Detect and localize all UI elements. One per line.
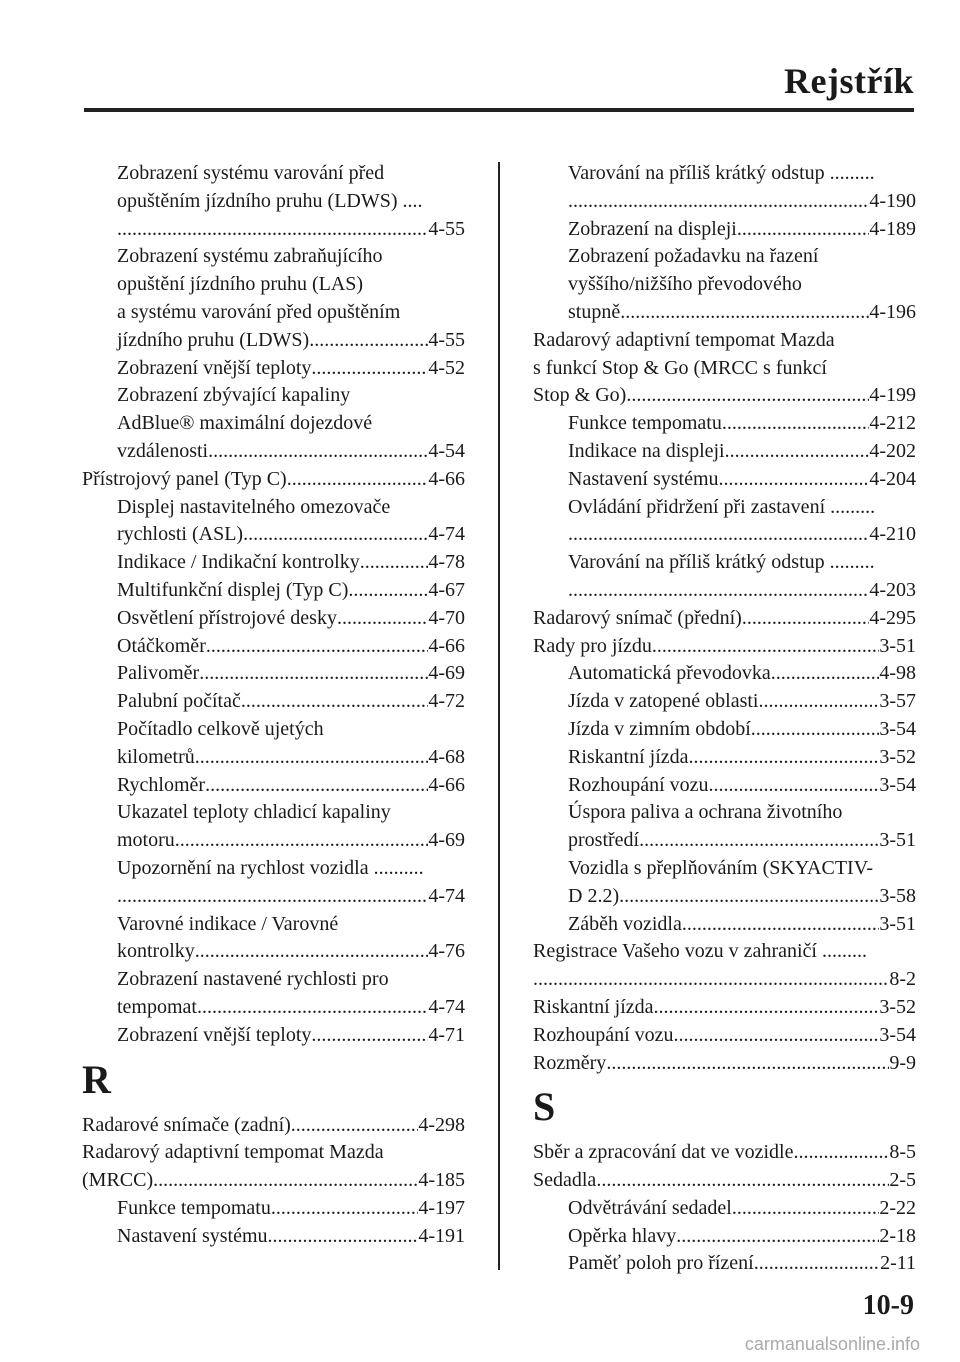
entry-text: Radarové snímače (zadní): [82, 1113, 291, 1136]
entry-text: Osvětlení přístrojové desky: [117, 606, 337, 629]
entry-text: Riskantní jízda: [568, 745, 689, 768]
entry-text: Funkce tempomatu: [568, 412, 722, 435]
index-subentry: Varovné indikace / Varovné: [117, 912, 339, 935]
page-ref: 4-69: [428, 662, 465, 685]
index-entry: [533, 1139, 916, 1167]
leader-dots: [291, 1112, 419, 1140]
page-ref: 4-76: [428, 940, 465, 963]
index-subentry: [82, 772, 465, 800]
right-column: [533, 160, 916, 1278]
index-subentry: Varování na příliš krátký odstup .........: [568, 162, 875, 184]
entry-text: Jízda v zimním období: [568, 717, 751, 740]
index-subentry: [82, 660, 465, 688]
index-subentry: [533, 466, 916, 494]
section-letter: S: [533, 1084, 556, 1130]
leader-dots: [568, 188, 869, 216]
index-subentry: [82, 883, 465, 911]
entry-text: Stop & Go): [533, 384, 627, 407]
page-ref: 4-68: [428, 745, 465, 768]
page-ref: 4-74: [428, 995, 465, 1018]
page-ref: 2-5: [889, 1169, 916, 1192]
entry-text: Sběr a zpracování dat ve vozidle: [533, 1141, 794, 1164]
entry-text: Záběh vozidla: [568, 912, 682, 935]
index-subentry: [82, 827, 465, 855]
page-ref: 4-74: [428, 523, 465, 546]
index-subentry: Zobrazení požadavku na řazení: [568, 245, 819, 268]
entry-text: Jízda v zatopené oblasti: [568, 690, 759, 713]
leader-dots: [287, 466, 429, 494]
entry-text: Rozhoupání vozu: [568, 773, 709, 796]
index-subentry: [82, 216, 465, 244]
index-subentry: [82, 577, 465, 605]
leader-dots: [199, 660, 428, 688]
leader-dots: [626, 382, 869, 410]
index-entry: [533, 966, 916, 994]
page-ref: 4-298: [418, 1113, 465, 1136]
leader-dots: [737, 216, 870, 244]
page-ref: 4-295: [869, 606, 916, 629]
entry-text: Rady pro jízdu: [533, 634, 652, 657]
entry-text: rychlosti (ASL): [117, 523, 244, 546]
entry-text: Zobrazení vnější teploty: [117, 356, 312, 379]
entry-text: Palubní počítač: [117, 690, 241, 713]
page-ref: 4-72: [428, 690, 465, 713]
watermark: carmanualsonline.info: [744, 1334, 920, 1354]
page-ref: 3-54: [879, 717, 916, 740]
entry-text: Sedadla: [533, 1169, 597, 1192]
entry-text: Riskantní jízda: [533, 995, 654, 1018]
entry-text: (MRCC): [82, 1169, 154, 1192]
entry-text: Paměť poloh pro řízení: [568, 1252, 754, 1275]
index-subentry: [533, 827, 916, 855]
index-subentry: [533, 1250, 916, 1278]
page-ref: 4-204: [869, 467, 916, 490]
index-subentry: opuštěním jízdního pruhu (LDWS) ....: [117, 189, 423, 212]
entry-text: Otáčkoměr: [117, 634, 206, 657]
entry-text: Indikace na displeji: [568, 439, 725, 462]
entry-text: stupně: [568, 300, 621, 323]
index-subentry: [82, 438, 465, 466]
index-subentry: [82, 605, 465, 633]
index-subentry: Zobrazení nastavené rychlosti pro: [117, 968, 389, 991]
index-subentry: [533, 772, 916, 800]
page-number: 10-9: [862, 1290, 914, 1321]
page-ref: 4-78: [428, 551, 465, 574]
page-ref: 4-69: [428, 829, 465, 852]
leader-dots: [195, 744, 429, 772]
page-ref: 4-212: [869, 412, 916, 435]
index-subentry: vyššího/nižšího převodového: [568, 273, 802, 296]
page-ref: 8-2: [889, 968, 916, 991]
page-ref: 3-54: [879, 773, 916, 796]
leader-dots: [771, 660, 880, 688]
page-ref: 4-66: [428, 467, 465, 490]
leader-dots: [205, 772, 428, 800]
entry-text: D 2.2): [568, 884, 620, 907]
leader-dots: [533, 966, 889, 994]
index-subentry: a systému varování před opuštěním: [117, 300, 401, 323]
index-subentry: [533, 438, 916, 466]
entry-text: Automatická převodovka: [568, 662, 771, 685]
column-divider: [498, 162, 500, 1270]
index-subentry: [82, 1022, 465, 1050]
index-entry: [533, 994, 916, 1022]
page-ref: 3-51: [879, 829, 916, 852]
leader-dots: [596, 1167, 889, 1195]
index-subentry: Úspora paliva a ochrana životního: [568, 801, 843, 824]
page-ref: 2-22: [879, 1196, 916, 1219]
page-ref: 4-66: [428, 634, 465, 657]
page-ref: 4-203: [869, 578, 916, 601]
page-ref: 3-52: [879, 745, 916, 768]
index-subentry: [533, 1195, 916, 1223]
index-subentry: [533, 577, 916, 605]
entry-text: Rychloměr: [117, 773, 206, 796]
index-entry: Radarový adaptivní tempomat Mazda: [533, 328, 835, 351]
page-ref: 4-55: [428, 328, 465, 351]
index-subentry: [533, 883, 916, 911]
entry-text: prostředí: [568, 829, 640, 852]
index-entry: [82, 1112, 465, 1140]
index-subentry: AdBlue® maximální dojezdové: [117, 412, 373, 435]
entry-text: Palivoměr: [117, 662, 200, 685]
page-ref: 4-67: [428, 578, 465, 601]
index-subentry: [533, 299, 916, 327]
page-ref: 4-210: [869, 523, 916, 546]
entry-text: Radarový snímač (přední): [533, 606, 742, 629]
entry-text: kilometrů: [117, 745, 195, 768]
leader-dots: [751, 716, 880, 744]
index-subentry: Ukazatel teploty chladicí kapaliny: [117, 801, 391, 824]
index-subentry: [82, 355, 465, 383]
leader-dots: [309, 327, 428, 355]
header-rule: [84, 108, 914, 112]
index-subentry: [533, 688, 916, 716]
leader-dots: [709, 772, 880, 800]
left-column: [82, 160, 465, 1250]
page-ref: 9-9: [889, 1051, 916, 1074]
leader-dots: [311, 1022, 428, 1050]
page-ref: 4-196: [869, 300, 916, 323]
entry-text: Multifunkční displej (Typ C): [117, 578, 349, 601]
leader-dots: [337, 605, 428, 633]
entry-text: Rozměry: [533, 1051, 607, 1074]
page-ref: 4-70: [428, 606, 465, 629]
entry-text: Přístrojový panel (Typ C): [82, 467, 287, 490]
leader-dots: [732, 1195, 880, 1223]
leader-dots: [208, 438, 428, 466]
leader-dots: [268, 1223, 419, 1251]
index-subentry: Počítadlo celkově ujetých: [117, 717, 324, 740]
index-subentry: [82, 994, 465, 1022]
entry-text: tempomat: [117, 995, 197, 1018]
leader-dots: [742, 605, 870, 633]
index-subentry: opuštění jízdního pruhu (LAS): [117, 273, 364, 296]
leader-dots: [722, 410, 869, 438]
leader-dots: [719, 466, 870, 494]
index-subentry: Varování na příliš krátký odstup .........: [568, 551, 875, 574]
index-subentry: Zobrazení zbývající kapaliny: [117, 384, 351, 407]
leader-dots: [348, 577, 428, 605]
entry-text: Nastavení systému: [117, 1224, 268, 1247]
leader-dots: [619, 883, 879, 911]
page-ref: 4-98: [879, 662, 916, 685]
entry-text: Odvětrávání sedadel: [568, 1196, 732, 1219]
page-title: Rejstřík: [784, 61, 914, 101]
leader-dots: [689, 744, 880, 772]
leader-dots: [754, 1250, 880, 1278]
entry-text: kontrolky: [117, 940, 195, 963]
index-entry: [533, 633, 916, 661]
entry-text: vzdálenosti: [117, 439, 209, 462]
leader-dots: [153, 1167, 418, 1195]
entry-text: Zobrazení vnější teploty: [117, 1023, 312, 1046]
index-subentry: [533, 911, 916, 939]
page-ref: 3-52: [879, 995, 916, 1018]
page-ref: 3-58: [879, 884, 916, 907]
index-entry: Radarový adaptivní tempomat Mazda: [82, 1141, 384, 1164]
page-ref: 8-5: [889, 1141, 916, 1164]
leader-dots: [654, 994, 880, 1022]
page-ref: 4-71: [428, 1023, 465, 1046]
page-ref: 2-18: [879, 1224, 916, 1247]
entry-text: Nastavení systému: [568, 467, 719, 490]
entry-text: Opěrka hlavy: [568, 1224, 677, 1247]
index-subentry: [82, 1223, 465, 1251]
index-subentry: Displej nastavitelného omezovače: [117, 495, 391, 518]
index-entry: s funkcí Stop & Go (MRCC s funkcí: [533, 356, 827, 379]
entry-text: Rozhoupání vozu: [533, 1023, 674, 1046]
leader-dots: [271, 1195, 418, 1223]
index-entry: [533, 1050, 916, 1078]
leader-dots: [606, 1050, 889, 1078]
leader-dots: [682, 911, 879, 939]
page-ref: 3-54: [879, 1023, 916, 1046]
index-subentry: [82, 938, 465, 966]
index-subentry: [82, 744, 465, 772]
index-subentry: [82, 549, 465, 577]
leader-dots: [620, 299, 869, 327]
page-ref: 2-11: [880, 1252, 916, 1275]
page-ref: 3-51: [879, 634, 916, 657]
index-subentry: [533, 716, 916, 744]
leader-dots: [674, 1022, 880, 1050]
page-ref: 4-74: [428, 884, 465, 907]
leader-dots: [243, 521, 428, 549]
leader-dots: [793, 1139, 889, 1167]
leader-dots: [360, 549, 429, 577]
page-ref: 4-191: [418, 1224, 465, 1247]
index-subentry: Zobrazení systému varování před: [117, 162, 385, 184]
leader-dots: [676, 1223, 879, 1251]
page-ref: 4-202: [869, 439, 916, 462]
index-entry: [533, 605, 916, 633]
index-entry: [82, 1167, 465, 1195]
index-subentry: [82, 521, 465, 549]
page-ref: 4-66: [428, 773, 465, 796]
entry-text: motoru: [117, 829, 175, 852]
entry-text: jízdního pruhu (LDWS): [117, 328, 310, 351]
leader-dots: [195, 938, 429, 966]
index-entry: Registrace Vašeho vozu v zahraničí .........: [533, 940, 867, 963]
entry-text: Indikace / Indikační kontrolky: [117, 551, 360, 574]
index-subentry: Upozornění na rychlost vozidla ..........: [117, 856, 424, 879]
index-subentry: [533, 660, 916, 688]
index-subentry: [82, 633, 465, 661]
index-subentry: [533, 521, 916, 549]
index-entry: [82, 466, 465, 494]
page-ref: 4-199: [869, 384, 916, 407]
leader-dots: [725, 438, 870, 466]
leader-dots: [568, 577, 869, 605]
index-subentry: Vozidla s přeplňováním (SKYACTIV-: [568, 856, 873, 879]
entry-text: Funkce tempomatu: [117, 1196, 271, 1219]
page-ref: 4-189: [869, 217, 916, 240]
section-letter: R: [82, 1056, 111, 1102]
index-subentry: Ovládání přidržení při zastavení .........: [568, 495, 876, 518]
index-entry: [533, 382, 916, 410]
leader-dots: [311, 355, 428, 383]
leader-dots: [568, 521, 869, 549]
leader-dots: [206, 633, 428, 661]
index-subentry: [533, 744, 916, 772]
index-subentry: [533, 410, 916, 438]
page-ref: 3-57: [879, 690, 916, 713]
leader-dots: [639, 827, 879, 855]
index-subentry: [533, 216, 916, 244]
page-ref: 4-190: [869, 189, 916, 212]
index-entry: [533, 1022, 916, 1050]
leader-dots: [241, 688, 428, 716]
leader-dots: [117, 883, 428, 911]
page-ref: 3-51: [879, 912, 916, 935]
index-entry: [533, 1167, 916, 1195]
index-subentry: Zobrazení systému zabraňujícího: [117, 245, 383, 268]
page-ref: 4-52: [428, 356, 465, 379]
page-ref: 4-54: [428, 439, 465, 462]
index-subentry: [533, 1223, 916, 1251]
leader-dots: [652, 633, 879, 661]
leader-dots: [197, 994, 428, 1022]
page-ref: 4-55: [428, 217, 465, 240]
page-ref: 4-185: [418, 1169, 465, 1192]
index-subentry: [82, 1195, 465, 1223]
leader-dots: [175, 827, 429, 855]
leader-dots: [117, 216, 428, 244]
entry-text: Zobrazení na displeji: [568, 217, 737, 240]
page-ref: 4-197: [418, 1196, 465, 1219]
index-subentry: [82, 688, 465, 716]
index-subentry: [533, 188, 916, 216]
leader-dots: [759, 688, 880, 716]
index-subentry: [82, 327, 465, 355]
